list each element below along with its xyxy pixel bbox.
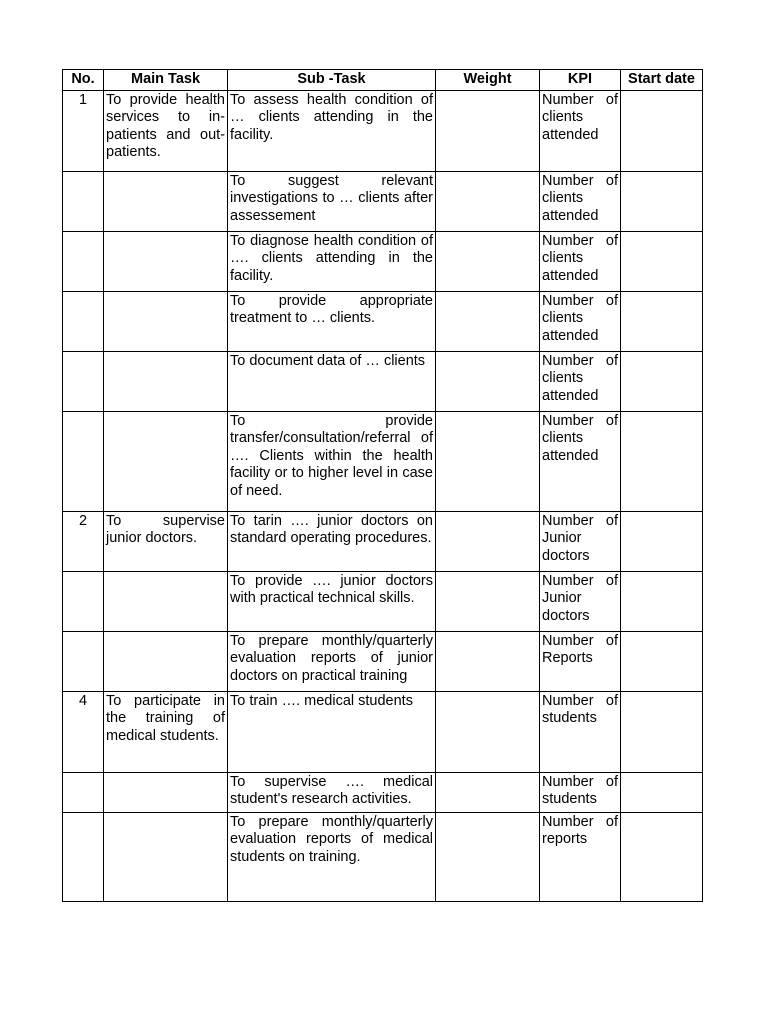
table-row <box>63 571 703 631</box>
main-task-cell: To provide health services to in-patients and out-patients. <box>104 90 228 171</box>
kpi-cell: Number of students <box>540 772 621 812</box>
kpi-cell: Number of clients attended <box>540 291 621 351</box>
sub-task-cell: To document data of … clients <box>228 351 436 411</box>
weight-cell <box>436 231 540 291</box>
kpi-cell: Number of students <box>540 691 621 772</box>
kpi-cell: Number of reports <box>540 812 621 901</box>
row-number <box>63 291 104 351</box>
weight-cell <box>436 351 540 411</box>
table-row <box>63 411 703 511</box>
header-sub-task: Sub -Task <box>228 70 436 91</box>
start-date-cell <box>621 411 703 511</box>
row-number: 1 <box>63 90 104 171</box>
header-start-date: Start date <box>621 70 703 91</box>
sub-task-cell: To provide appropriate treatment to … clients. <box>228 291 436 351</box>
main-task-cell <box>104 411 228 511</box>
row-number <box>63 812 104 901</box>
header-kpi: KPI <box>540 70 621 91</box>
row-number <box>63 231 104 291</box>
kpi-cell: Number of clients attended <box>540 411 621 511</box>
start-date-cell <box>621 571 703 631</box>
sub-task-cell: To supervise …. medical student's research activities. <box>228 772 436 812</box>
start-date-cell <box>621 291 703 351</box>
main-task-cell: To supervise junior doctors. <box>104 511 228 571</box>
main-task-cell <box>104 772 228 812</box>
table-row <box>63 772 703 812</box>
main-task-cell <box>104 171 228 231</box>
start-date-cell <box>621 511 703 571</box>
weight-cell <box>436 291 540 351</box>
weight-cell <box>436 411 540 511</box>
start-date-cell <box>621 90 703 171</box>
table-row <box>63 812 703 901</box>
table-row <box>63 511 703 571</box>
header-row <box>63 70 703 91</box>
table-row <box>63 171 703 231</box>
main-task-cell <box>104 291 228 351</box>
sub-task-cell: To tarin …. junior doctors on standard operating procedures. <box>228 511 436 571</box>
kpi-cell: Number of Junior doctors <box>540 571 621 631</box>
row-number <box>63 411 104 511</box>
kpi-cell: Number of clients attended <box>540 171 621 231</box>
table-row <box>63 691 703 772</box>
sub-task-cell: To diagnose health condition of …. clients attending in the facility. <box>228 231 436 291</box>
main-task-cell <box>104 231 228 291</box>
start-date-cell <box>621 631 703 691</box>
row-number <box>63 351 104 411</box>
table-row <box>63 231 703 291</box>
header-no: No. <box>63 70 104 91</box>
table-row <box>63 631 703 691</box>
weight-cell <box>436 571 540 631</box>
kpi-cell: Number of clients attended <box>540 351 621 411</box>
weight-cell <box>436 171 540 231</box>
main-task-cell: To participate in the training of medical students. <box>104 691 228 772</box>
start-date-cell <box>621 231 703 291</box>
table-row <box>63 351 703 411</box>
sub-task-cell: To prepare monthly/quarterly evaluation reports of medical students on training. <box>228 812 436 901</box>
sub-task-cell: To prepare monthly/quarterly evaluation reports of junior doctors on practical training <box>228 631 436 691</box>
table-row <box>63 291 703 351</box>
main-task-cell <box>104 812 228 901</box>
header-weight: Weight <box>436 70 540 91</box>
weight-cell <box>436 511 540 571</box>
weight-cell <box>436 90 540 171</box>
sub-task-cell: To suggest relevant investigations to … clients after assessement <box>228 171 436 231</box>
row-number <box>63 631 104 691</box>
start-date-cell <box>621 812 703 901</box>
task-table <box>62 69 703 902</box>
weight-cell <box>436 691 540 772</box>
kpi-cell: Number of Junior doctors <box>540 511 621 571</box>
kpi-cell: Number of clients attended <box>540 90 621 171</box>
weight-cell <box>436 812 540 901</box>
row-number <box>63 772 104 812</box>
sub-task-cell: To provide transfer/consultation/referral of …. Clients within the health facility or to higher level in case of need. <box>228 411 436 511</box>
main-task-cell <box>104 631 228 691</box>
row-number <box>63 171 104 231</box>
start-date-cell <box>621 351 703 411</box>
sub-task-cell: To provide …. junior doctors with practical technical skills. <box>228 571 436 631</box>
start-date-cell <box>621 772 703 812</box>
header-main-task: Main Task <box>104 70 228 91</box>
start-date-cell <box>621 691 703 772</box>
kpi-cell: Number of clients attended <box>540 231 621 291</box>
start-date-cell <box>621 171 703 231</box>
row-number: 2 <box>63 511 104 571</box>
main-task-cell <box>104 351 228 411</box>
table-row <box>63 90 703 171</box>
weight-cell <box>436 631 540 691</box>
main-task-cell <box>104 571 228 631</box>
kpi-cell: Number of Reports <box>540 631 621 691</box>
row-number: 4 <box>63 691 104 772</box>
sub-task-cell: To train …. medical students <box>228 691 436 772</box>
weight-cell <box>436 772 540 812</box>
sub-task-cell: To assess health condition of … clients attending in the facility. <box>228 90 436 171</box>
row-number <box>63 571 104 631</box>
